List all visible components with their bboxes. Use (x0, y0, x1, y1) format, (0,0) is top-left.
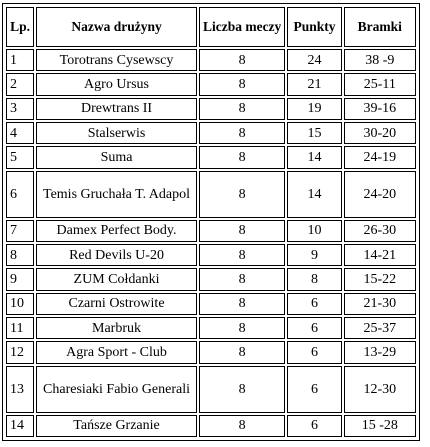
row-games-played: 8 (199, 415, 285, 437)
row-points: 6 (287, 293, 341, 315)
row-games-played: 8 (199, 268, 285, 290)
row-points: 6 (287, 415, 341, 437)
table-row (6, 341, 416, 363)
table-row (6, 146, 416, 168)
header-games-played: Liczba meczy (199, 7, 285, 47)
row-goals: 15-22 (344, 268, 416, 290)
row-goals: 25-11 (344, 73, 416, 95)
table-row (6, 171, 416, 218)
row-goals: 24-20 (344, 171, 416, 218)
row-position: 13 (6, 366, 34, 413)
row-goals: 30-20 (344, 122, 416, 144)
header-lp: Lp. (6, 7, 34, 47)
row-goals: 12-30 (344, 366, 416, 413)
row-points: 6 (287, 317, 341, 339)
standings-body (6, 49, 416, 437)
row-goals: 25-37 (344, 317, 416, 339)
row-points: 21 (287, 73, 341, 95)
row-position: 9 (6, 268, 34, 290)
row-position: 6 (6, 171, 34, 218)
row-points: 19 (287, 98, 341, 120)
table-row (6, 122, 416, 144)
league-table-document (2, 3, 420, 441)
row-team-name: Drewtrans II (36, 98, 197, 120)
row-position: 8 (6, 244, 34, 266)
row-position: 7 (6, 220, 34, 242)
table-row (6, 98, 416, 120)
row-team-name: Stalserwis (36, 122, 197, 144)
table-row (6, 268, 416, 290)
row-goals: 14-21 (344, 244, 416, 266)
row-team-name: ZUM Cołdanki (36, 268, 197, 290)
row-team-name: Damex Perfect Body. (36, 220, 197, 242)
row-goals: 21-30 (344, 293, 416, 315)
row-games-played: 8 (199, 49, 285, 71)
table-row (6, 73, 416, 95)
row-games-played: 8 (199, 244, 285, 266)
row-position: 3 (6, 98, 34, 120)
row-team-name: Agro Ursus (36, 73, 197, 95)
row-games-played: 8 (199, 146, 285, 168)
row-position: 2 (6, 73, 34, 95)
row-team-name: Suma (36, 146, 197, 168)
row-team-name: Red Devils U-20 (36, 244, 197, 266)
table-row (6, 293, 416, 315)
header-goals: Bramki (344, 7, 416, 47)
row-points: 14 (287, 171, 341, 218)
table-row (6, 49, 416, 71)
table-row (6, 366, 416, 413)
row-points: 8 (287, 268, 341, 290)
row-points: 15 (287, 122, 341, 144)
row-goals: 13-29 (344, 341, 416, 363)
row-points: 24 (287, 49, 341, 71)
row-team-name: Agra Sport - Club (36, 341, 197, 363)
row-position: 10 (6, 293, 34, 315)
row-goals: 39-16 (344, 98, 416, 120)
row-position: 11 (6, 317, 34, 339)
row-games-played: 8 (199, 73, 285, 95)
league-standings-table (4, 5, 418, 439)
row-team-name: Tańsze Grzanie (36, 415, 197, 437)
row-team-name: Torotrans Cysewscy (36, 49, 197, 71)
row-points: 14 (287, 146, 341, 168)
row-team-name: Temis Gruchała T. Adapol (36, 171, 197, 218)
row-position: 4 (6, 122, 34, 144)
header-points: Punkty (287, 7, 341, 47)
table-row (6, 317, 416, 339)
row-games-played: 8 (199, 122, 285, 144)
row-position: 12 (6, 341, 34, 363)
row-games-played: 8 (199, 98, 285, 120)
row-team-name: Marbruk (36, 317, 197, 339)
row-goals: 26-30 (344, 220, 416, 242)
row-games-played: 8 (199, 317, 285, 339)
row-points: 10 (287, 220, 341, 242)
row-games-played: 8 (199, 293, 285, 315)
row-position: 5 (6, 146, 34, 168)
table-row (6, 220, 416, 242)
row-points: 6 (287, 366, 341, 413)
row-games-played: 8 (199, 220, 285, 242)
table-row (6, 244, 416, 266)
row-games-played: 8 (199, 366, 285, 413)
row-goals: 15 -28 (344, 415, 416, 437)
row-goals: 24-19 (344, 146, 416, 168)
row-goals: 38 -9 (344, 49, 416, 71)
row-games-played: 8 (199, 341, 285, 363)
header-row (6, 7, 416, 47)
row-position: 14 (6, 415, 34, 437)
header-team-name: Nazwa drużyny (36, 7, 197, 47)
row-team-name: Charesiaki Fabio Generali (36, 366, 197, 413)
row-points: 6 (287, 341, 341, 363)
row-games-played: 8 (199, 171, 285, 218)
table-row (6, 415, 416, 437)
row-position: 1 (6, 49, 34, 71)
row-points: 9 (287, 244, 341, 266)
row-team-name: Czarni Ostrowite (36, 293, 197, 315)
